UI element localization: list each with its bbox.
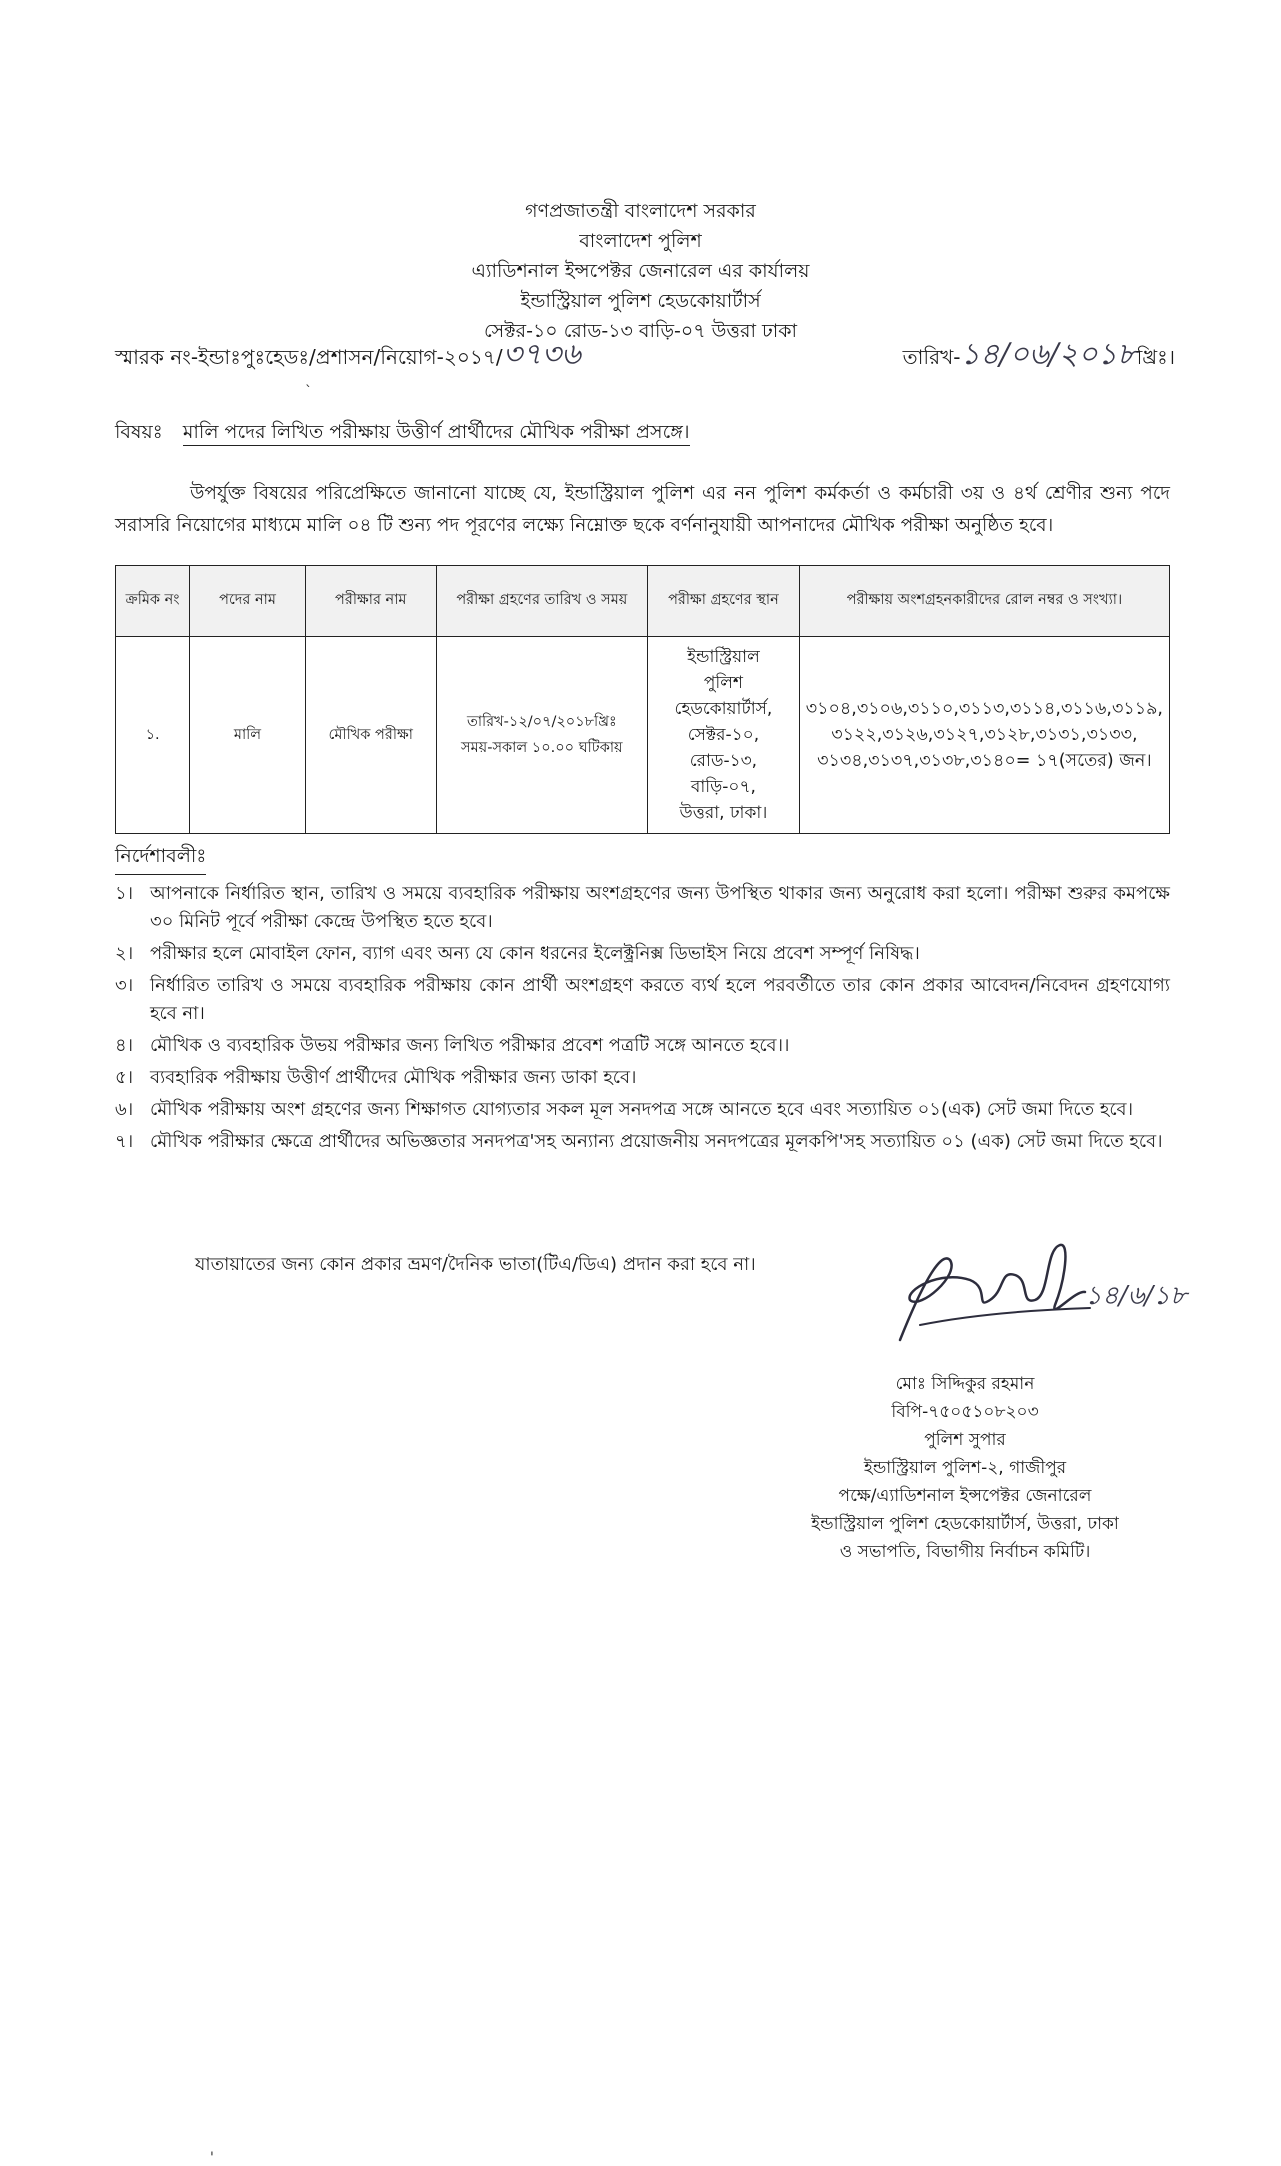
memo-date-suffix: খ্রিঃ। — [1136, 345, 1175, 369]
scan-speck: ' — [210, 2150, 214, 2166]
header-office: এ্যাডিশনাল ইন্সপেক্টর জেনারেল এর কার্যালয় — [471, 260, 810, 282]
rolls-line: ৩১০৪,৩১০৬,৩১১০,৩১১৩,৩১১৪,৩১১৬,৩১১৯, — [805, 699, 1163, 719]
instruction-text: ব্যবহারিক পরীক্ষায় উত্তীর্ণ প্রার্থীদের মৌখিক পরীক্ষার জন্য ডাকা হবে। — [150, 1067, 637, 1088]
subject-line — [115, 418, 690, 450]
instruction-item — [115, 972, 1170, 1028]
venue-line: উত্তরা, ঢাকা। — [679, 803, 768, 823]
venue-line: পুলিশ — [703, 673, 743, 693]
venue-line: বাড়ি-০৭, — [690, 777, 756, 797]
instruction-number: ৫। — [115, 1067, 134, 1088]
instructions-list — [115, 880, 1170, 1160]
instructions-title: নির্দেশাবলীঃ — [115, 842, 206, 875]
instruction-item — [115, 1096, 1170, 1124]
signatory-name: মোঃ সিদ্দিকুর রহমান — [895, 1374, 1035, 1394]
header-government: গণপ্রজাতন্ত্রী বাংলাদেশ সরকার — [525, 200, 756, 222]
instruction-number: ৬। — [115, 1099, 134, 1120]
cell-serial: ১. — [116, 637, 190, 834]
instruction-text: পরীক্ষার হলে মোবাইল ফোন, ব্যাগ এবং অন্য যে কোন ধরনের ইলেক্ট্রনিক্স ডিভাইস নিয়ে প্রবেশ সম্পূর্ণ নিষিদ্ধ। — [150, 943, 920, 964]
cell-venue — [648, 637, 800, 834]
instruction-text: মৌখিক ও ব্যবহারিক উভয় পরীক্ষার জন্য লিখিত পরীক্ষার প্রবেশ পত্রটি সঙ্গে আনতে হবে।। — [150, 1035, 790, 1056]
venue-line: রোড-১৩, — [689, 751, 758, 771]
header-rolls: পরীক্ষায় অংশগ্রহনকারীদের রোল নম্বর ও সংখ্যা। — [799, 566, 1169, 637]
instruction-text: মৌখিক পরীক্ষার ক্ষেত্রে প্রার্থীদের অভিজ্ঞতার সনদপত্র'সহ অন্যান্য প্রয়োজনীয় সনদপত্রের মূলকপি'সহ সত্যায়িত ০১ (এক) সেট জমা দিতে হবে। — [150, 1131, 1163, 1152]
body-paragraph: উপর্যুক্ত বিষয়ের পরিপ্রেক্ষিতে জানানো যাচ্ছে যে, ইন্ডাস্ট্রিয়াল পুলিশ এর নন পুলিশ কর্মকর্তা ও কর্মচারী ৩য় ও ৪র্থ শ্রেণীর শুন্য পদে সরাসরি নিয়োগের মাধ্যমে মালি ০৪ টি শুন্য পদ পূরণের লক্ষ্যে নিম্নোক্ত ছকে বর্ণনানুযায়ী আপনাদের মৌখিক পরীক্ষা অনুষ্ঠিত হবে। — [115, 483, 1170, 536]
instruction-item — [115, 880, 1170, 936]
header-post: পদের নাম — [190, 566, 306, 637]
cell-datetime — [436, 637, 647, 834]
exam-schedule-table — [115, 565, 1170, 834]
header-address: সেক্টর-১০ রোড-১৩ বাড়ি-০৭ উত্তরা ঢাকা — [483, 320, 798, 342]
instruction-number: ৪। — [115, 1035, 134, 1056]
venue-line: হেডকোয়ার্টার্স, — [674, 699, 773, 719]
instruction-number: ৩। — [115, 975, 134, 996]
memo-prefix: স্মারক নং-ইন্ডাঃপুঃহেডঃ/প্রশাসন/নিয়োগ-২০১৭/ — [115, 345, 503, 369]
subject-label: বিষয়ঃ — [115, 421, 163, 443]
instruction-item — [115, 1064, 1170, 1092]
signatory-unit: ইন্ডাস্ট্রিয়াল পুলিশ-২, গাজীপুর — [863, 1458, 1067, 1478]
memo-date-label: তারিখ- — [902, 345, 961, 369]
cell-post: মালি — [190, 637, 306, 834]
signatory-on-behalf: পক্ষে/এ্যাডিশনাল ইন্সপেক্টর জেনারেল — [838, 1486, 1092, 1506]
table-header-row — [116, 566, 1170, 637]
instruction-text: আপনাকে নির্ধারিত স্থান, তারিখ ও সময়ে ব্যবহারিক পরীক্ষায় অংশগ্রহণের জন্য উপস্থিত থাকার জন্য অনুরোধ করা হলো। পরীক্ষা শুরুর কমপক্ষে ৩০ মিনিট পূর্বে পরীক্ষা কেন্দ্রে উপস্থিত হতে হবে। — [150, 883, 1170, 932]
signature-date: ১৪/৬/১৮ — [1085, 1281, 1187, 1311]
memo-date-value: ১৪/০৬/২০১৮ — [960, 337, 1137, 372]
rolls-line: ৩১২২,৩১২৬,৩১২৭,৩১২৮,৩১৩১,৩১৩৩, — [831, 725, 1138, 745]
header-venue: পরীক্ষা গ্রহণের স্থান — [648, 566, 800, 637]
venue-line: ইন্ডাস্ট্রিয়াল — [687, 647, 760, 667]
instruction-item — [115, 1128, 1170, 1156]
instruction-text: মৌখিক পরীক্ষায় অংশ গ্রহণের জন্য শিক্ষাগত যোগ্যতার সকল মূল সনদপত্র সঙ্গে আনতে হবে এবং সত্যায়িত ০১(এক) সেট জমা দিতে হবে। — [150, 1099, 1134, 1120]
memo-date — [903, 330, 1175, 381]
header-exam: পরীক্ষার নাম — [305, 566, 436, 637]
signatory-block — [760, 1370, 1170, 1566]
subject-text: মালি পদের লিখিত পরীক্ষায় উত্তীর্ণ প্রার্থীদের মৌখিক পরীক্ষা প্রসঙ্গে। — [183, 421, 690, 446]
cell-date: তারিখ-১২/০৭/২০১৮খ্রিঃ — [466, 714, 617, 730]
header-hq: ইন্ডাস্ট্রিয়াল পুলিশ হেডকোয়ার্টার্স — [520, 290, 761, 312]
scan-speck: ` — [305, 384, 312, 400]
header-police: বাংলাদেশ পুলিশ — [579, 230, 702, 252]
letterhead — [0, 196, 1281, 346]
rolls-line: ৩১৩৪,৩১৩৭,৩১৩৮,৩১৪০= ১৭(সতের) জন। — [817, 751, 1152, 771]
instruction-item — [115, 940, 1170, 968]
handwritten-signature — [880, 1230, 1210, 1360]
signatory-committee: ও সভাপতি, বিভাগীয় নির্বাচন কমিটি। — [839, 1542, 1091, 1562]
signatory-bp: বিপি-৭৫০৫১০৮২০৩ — [891, 1402, 1039, 1422]
table-row — [116, 637, 1170, 834]
cell-time: সময়-সকাল ১০.০০ ঘটিকায় — [461, 740, 623, 756]
memo-number: ৩৭৩৬ — [502, 337, 581, 372]
memo-row — [115, 330, 1175, 372]
instruction-item — [115, 1032, 1170, 1060]
memo-reference — [115, 330, 581, 381]
signatory-hq: ইন্ডাস্ট্রিয়াল পুলিশ হেডকোয়ার্টার্স, উত্তরা, ঢাকা — [811, 1514, 1119, 1534]
instruction-number: ১। — [115, 883, 134, 904]
header-datetime: পরীক্ষা গ্রহণের তারিখ ও সময় — [436, 566, 647, 637]
signatory-designation: পুলিশ সুপার — [924, 1430, 1006, 1450]
instruction-number: ২। — [115, 943, 134, 964]
header-serial: ক্রমিক নং — [116, 566, 190, 637]
venue-line: সেক্টর-১০, — [687, 725, 760, 745]
cell-exam: মৌখিক পরীক্ষা — [305, 637, 436, 834]
instruction-number: ৭। — [115, 1131, 134, 1152]
cell-rolls — [799, 637, 1169, 834]
travel-allowance-note: যাতায়াতের জন্য কোন প্রকার ভ্রমণ/দৈনিক ভাতা(টিএ/ডিএ) প্রদান করা হবে না। — [195, 1254, 756, 1275]
instruction-text: নির্ধারিত তারিখ ও সময়ে ব্যবহারিক পরীক্ষায় কোন প্রার্থী অংশগ্রহণ করতে ব্যর্থ হলে পরবর্তীতে তার কোন প্রকার আবেদন/নিবেদন গ্রহণযোগ্য হবে না। — [150, 975, 1170, 1024]
